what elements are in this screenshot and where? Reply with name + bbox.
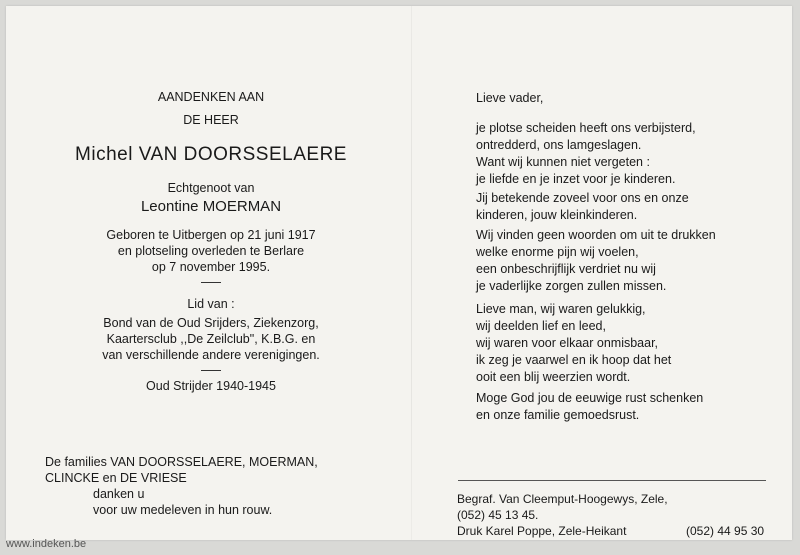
header-line-1: AANDENKEN AAN [157, 90, 265, 104]
memorial-card [6, 6, 792, 540]
salutation: Lieve vader, [476, 91, 544, 105]
poem-line: Want wij kunnen niet vergeten : [476, 155, 650, 169]
family-line: danken u [93, 487, 145, 501]
poem-line: ontredderd, ons lamgeslagen. [476, 138, 642, 152]
poem-line: Wij vinden geen woorden om uit te drukken [476, 228, 716, 242]
poem-line: Lieve man, wij waren gelukkig, [476, 302, 646, 316]
birth-line: en plotseling overleden te Berlare [117, 244, 305, 258]
birth-line: op 7 november 1995. [151, 260, 271, 274]
family-line: CLINCKE en DE VRIESE [45, 471, 187, 485]
spouse-name: Leontine MOERMAN [140, 198, 282, 215]
poem-line: wij deelden lief en leed, [476, 319, 606, 333]
site-watermark: www.indeken.be [6, 538, 87, 550]
poem-line: je liefde en je inzet voor je kinderen. [476, 172, 676, 186]
printer-phone: (052) 44 95 30 [686, 524, 765, 538]
family-line: voor uw medeleven in hun rouw. [93, 503, 273, 517]
divider-dash [201, 282, 221, 283]
spouse-intro: Echtgenoot van [167, 181, 255, 195]
poem-line: ooit een blij weerzien wordt. [476, 370, 631, 384]
poem-line: Jij betekende zoveel voor ons en onze [476, 191, 689, 205]
printer-line: (052) 45 13 45. [457, 508, 539, 522]
deceased-name: Michel VAN DOORSSELAERE [75, 144, 347, 165]
poem-line: welke enorme pijn wij voelen, [476, 245, 639, 259]
member-label: Lid van : [187, 297, 235, 311]
poem-line: ik zeg je vaarwel en ik hoop dat het [476, 353, 672, 367]
poem-line: Moge God jou de eeuwige rust schenken [476, 391, 704, 405]
member-line: van verschillende andere verenigingen. [102, 348, 320, 362]
printer-line: Druk Karel Poppe, Zele-Heikant [457, 524, 627, 538]
printer-separator [458, 480, 766, 481]
family-line: De families VAN DOORSSELAERE, MOERMAN, [45, 455, 318, 469]
poem-line: wij waren voor elkaar onmisbaar, [476, 336, 659, 350]
card-fold [411, 6, 412, 540]
member-line: Bond van de Oud Srijders, Ziekenzorg, [103, 316, 319, 330]
poem-line: je vaderlijke zorgen zullen missen. [476, 279, 667, 293]
member-line: Kaartersclub ,,De Zeilclub", K.B.G. en [106, 332, 316, 346]
veteran-note: Oud Strijder 1940-1945 [146, 379, 276, 393]
poem-line: en onze familie gemoedsrust. [476, 408, 640, 422]
poem-line: kinderen, jouw kleinkinderen. [476, 208, 638, 222]
poem-line: je plotse scheiden heeft ons verbijsterd, [476, 121, 696, 135]
divider-dash [201, 370, 221, 371]
header-line-2: DE HEER [183, 113, 239, 127]
printer-line: Begraf. Van Cleemput-Hoogewys, Zele, [457, 492, 668, 506]
birth-line: Geboren te Uitbergen op 21 juni 1917 [106, 228, 316, 242]
poem-line: een onbeschrijflijk verdriet nu wij [476, 262, 656, 276]
